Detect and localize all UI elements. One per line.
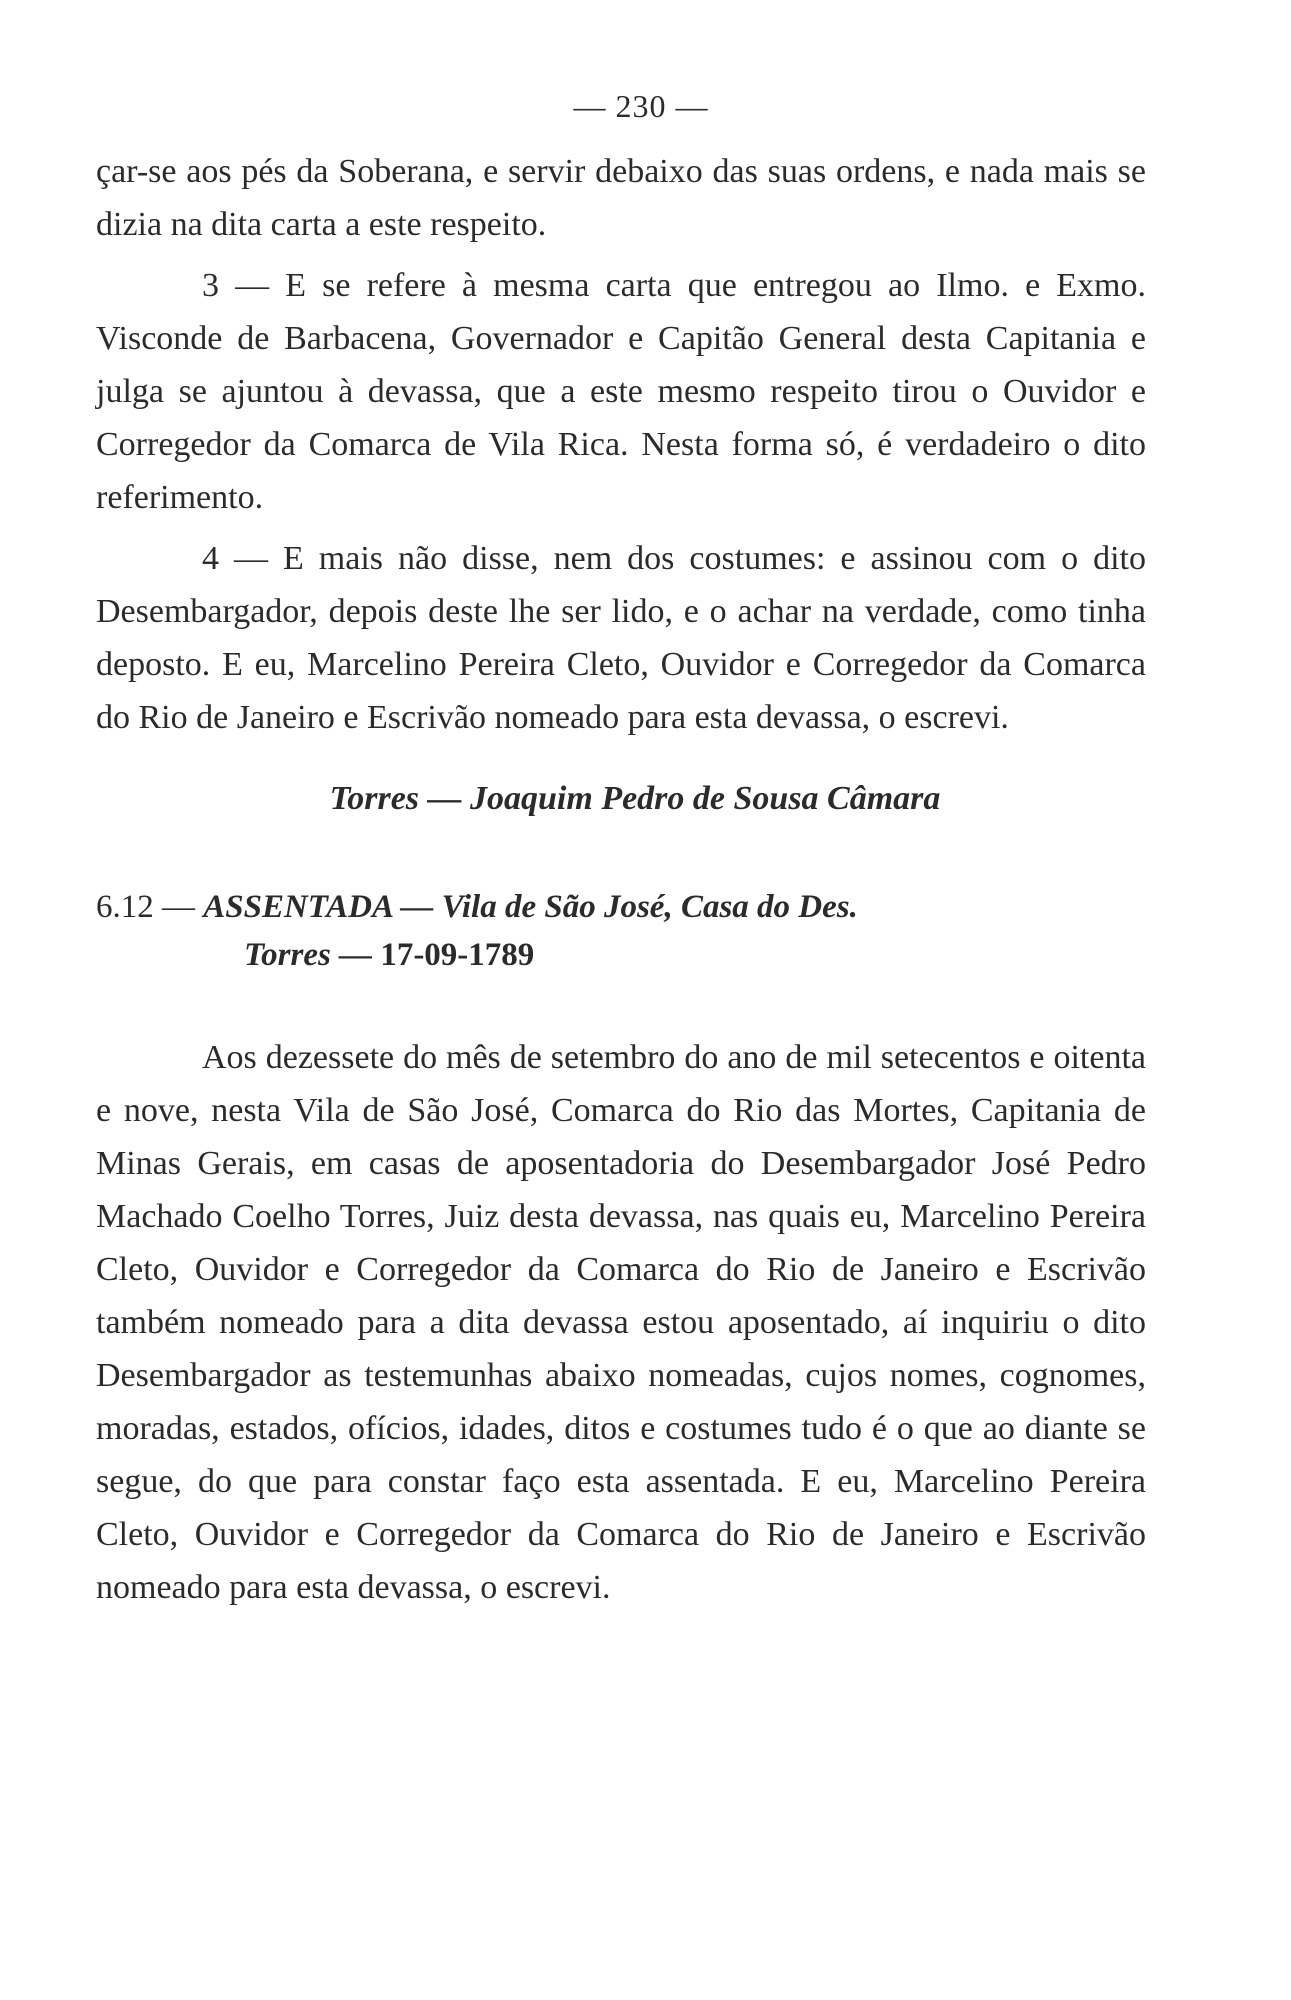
- paragraph-item-4: 4 — E mais não disse, nem dos costumes: e assinou com o dito Desembargador, depois deste lhe ser lido, e o achar na verdade, como tinha deposto. E eu, Marcelino Pereira Cleto, Ouvidor e Corregedor da Comarca do Rio de Janeiro e Escrivão nomeado para esta devassa, o escrevi.: [96, 540, 1146, 736]
- document-page: [96, 80, 1146, 1614]
- section-title: ASSENTADA — Vila de São José, Casa do Des.: [203, 889, 858, 925]
- signature-line: Torres — Joaquim Pedro de Sousa Câmara: [329, 780, 941, 817]
- section-heading: [96, 883, 1146, 979]
- paragraph-continuation: çar-se aos pés da Soberana, e servir debaixo das suas ordens, e nada mais se dizia na dita carta a este respeito.: [96, 153, 1146, 243]
- section-title-continued: Torres —: [244, 937, 373, 973]
- section-heading-line-2: [244, 931, 1146, 979]
- section-date: 17-09-1789: [380, 937, 535, 973]
- page-number: — 230 —: [573, 88, 709, 124]
- section-number: 6.12 —: [96, 889, 195, 925]
- paragraph-item-3: 3 — E se refere à mesma carta que entregou ao Ilmo. e Exmo. Visconde de Barbacena, Governador e Capitão General desta Capitania e julga se ajuntou à devassa, que a este mesmo respeito tirou o Ouvidor e Corregedor da Comarca de Vila Rica. Nesta forma só, é verdadeiro o dito referimento.: [96, 267, 1146, 516]
- section-heading-line-1: [96, 883, 1146, 931]
- assentada-paragraph: Aos dezessete do mês de setembro do ano de mil setecentos e oitenta e nove, nesta Vila de São José, Comarca do Rio das Mortes, Capitania de Minas Gerais, em casas de aposentadoria do Desembargador José Pedro Machado Coelho Torres, Juiz desta devassa, nas quais eu, Marcelino Pereira Cleto, Ouvidor e Corregedor da Comarca do Rio de Janeiro e Escrivão também nomeado para a dita devassa estou aposentado, aí inquiriu o dito Desembargador as testemunhas abaixo nomeadas, cujos nomes, cognomes, moradas, estados, ofícios, idades, ditos e costumes tudo é o que ao diante se segue, do que para constar faço esta assentada. E eu, Marcelino Pereira Cleto, Ouvidor e Corregedor da Comarca do Rio de Janeiro e Escrivão nomeado para esta devassa, o escrevi.: [96, 1039, 1146, 1606]
